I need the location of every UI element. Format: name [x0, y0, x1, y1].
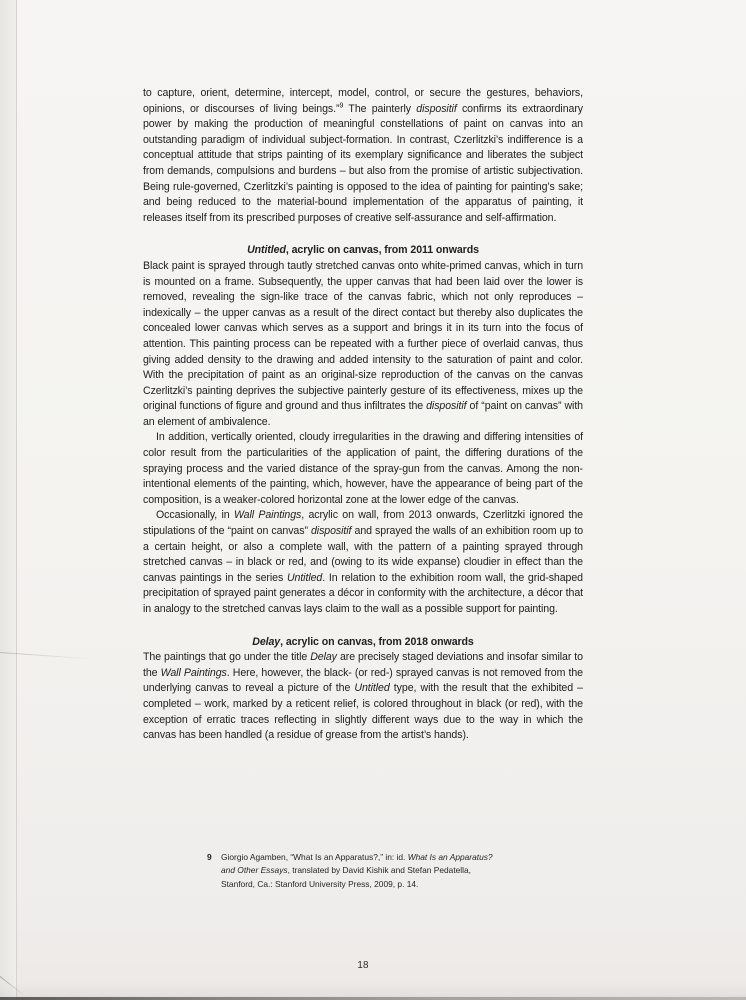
text-run: , acrylic on wall, from 2013 onwards, Czerlitzki ignored the stipulations of the “paint on canvas”	[143, 509, 583, 538]
text-run: Black paint is sprayed through tautly stretched canvas onto white-primed canvas, which in turn is mounted on a frame. Subsequently, the upper canvas that had been laid over the lower is removed, revealing the sign-like trace of the canvas fabric, which not only reproduces – indexically – the upper canvas as a result of the direct contact but thereby also duplicates the concealed lower canvas which serves as a support and brings it in its turn into the focus of attention. This painting process can be repeated with a further piece of overlaid canvas, thus giving added density to the drawing and added intensity to the saturation of paint and color. With the precipitation of paint as an original-size reproduction of the canvas on the canvas Czerlitzki’s painting deprives the subjective painterly gesture of its effectiveness, mixes up the original functions of figure and ground and thus infiltrates the	[143, 259, 583, 413]
text-run: . Here, however, the black- (or red-) sprayed canvas is not removed from the underlying canvas to reveal a picture of the	[143, 666, 583, 695]
text-run: to capture, orient, determine, intercept, model, control, or secure the gestures, behaviors, opinions, or discourses of living beings.”	[143, 87, 583, 115]
text-run: of “paint on canvas” with an element of ambivalence.	[143, 400, 583, 428]
paragraph	[143, 430, 583, 508]
text-run: and sprayed the walls of an exhibition room up to a certain height, or also a complete wall, with the pattern of a painting sprayed through stretched canvas – in black or red, and (owing to its wide expanse) cloudier in effect than the canvas paintings in the series	[143, 525, 584, 584]
text-run: The paintings that go under the title	[143, 651, 311, 664]
page-left-edge	[0, 0, 17, 1000]
text-run: dispositif	[311, 525, 352, 538]
page-number: 18	[357, 960, 369, 971]
paragraph	[143, 259, 583, 431]
footnote	[207, 851, 495, 891]
footnote-number: 9	[207, 852, 212, 862]
text-run: Untitled	[247, 244, 286, 257]
text-run: Delay	[252, 635, 281, 648]
page-bottom-edge	[0, 982, 746, 1000]
text-run: type, with the result that the exhibited – completed – work, marked by a reticent relief, is colored throughout in black (or red), with the exception of erratic traces reflecting in slightly different ways due to the way in which the canvas has been handled (a residue of grease from the artist’s hands).	[143, 682, 583, 742]
text-run: are precisely staged deviations and insofar similar to the	[143, 651, 583, 679]
text-run: dispositif	[426, 400, 467, 413]
text-run: confirms its extraordinary power by making the production of meaningful constellations of paint on canvas into an outstanding paradigm of individual subject-formation. In contrast, Czerlitzki’s indifference is a conceptual attitude that strips painting of its exemplary significance and liberates the subject from demands, compulsions and burdens – but also from the promise of artistic subjectivation. Being rule-governed, Czerlitzki’s painting is opposed to the idea of painting for painting’s sake; and being reduced to the material-bound implementation of the apparatus of painting, it releases itself from its prescribed purposes of creative self-assurance and self-affirmation.	[143, 102, 583, 224]
paragraph	[143, 508, 583, 617]
text-run: In addition, vertically oriented, cloudy irregularities in the drawing and differing intensities of color result from the particularities of the application of paint, the differing durations of the spraying process and the varied distance of the spray-gun from the canvas. Among the non-intentional elements of the painting, which, however, have the appearance of being part of the composition, is a weaker-colored horizontal zone at the lower edge of the canvas.	[143, 431, 583, 506]
text-run: Delay	[310, 651, 337, 664]
footnote-marker: 9	[339, 102, 344, 110]
body-text	[143, 86, 583, 744]
text-run: Untitled	[354, 682, 390, 695]
text-run: Untitled	[286, 571, 323, 584]
text-run: Wall Paintings	[233, 509, 302, 522]
paragraph	[143, 650, 583, 744]
text-run: , acrylic on canvas, from 2011 onwards	[285, 244, 479, 257]
text-run: dispositif	[416, 102, 457, 115]
paragraph	[143, 86, 583, 226]
text-run: Occasionally, in	[156, 509, 234, 522]
text-run: The painterly	[343, 102, 417, 115]
text-run: , translated by David Kishik and Stefan Pedatella, Stanford, Ca.: Stanford University Press, 2009, p. 14.	[221, 865, 472, 889]
text-run: , acrylic on canvas, from 2018 onwards	[280, 635, 474, 648]
section-heading	[143, 635, 583, 651]
text-run: Giorgio Agamben, “What Is an Apparatus?,” in: id.	[221, 852, 408, 862]
text-run: What Is an Apparatus? and Other Essays	[221, 852, 493, 876]
footnote-text	[221, 851, 495, 891]
text-run: Wall Paintings	[160, 666, 227, 679]
section-heading	[143, 243, 583, 259]
text-run: . In relation to the exhibition room wall, the grid-shaped precipitation of sprayed paint generates a décor in conformity with the architecture, a décor that in analogy to the stretched canvas lays claim to the wall as a possible support for painting.	[143, 571, 583, 615]
